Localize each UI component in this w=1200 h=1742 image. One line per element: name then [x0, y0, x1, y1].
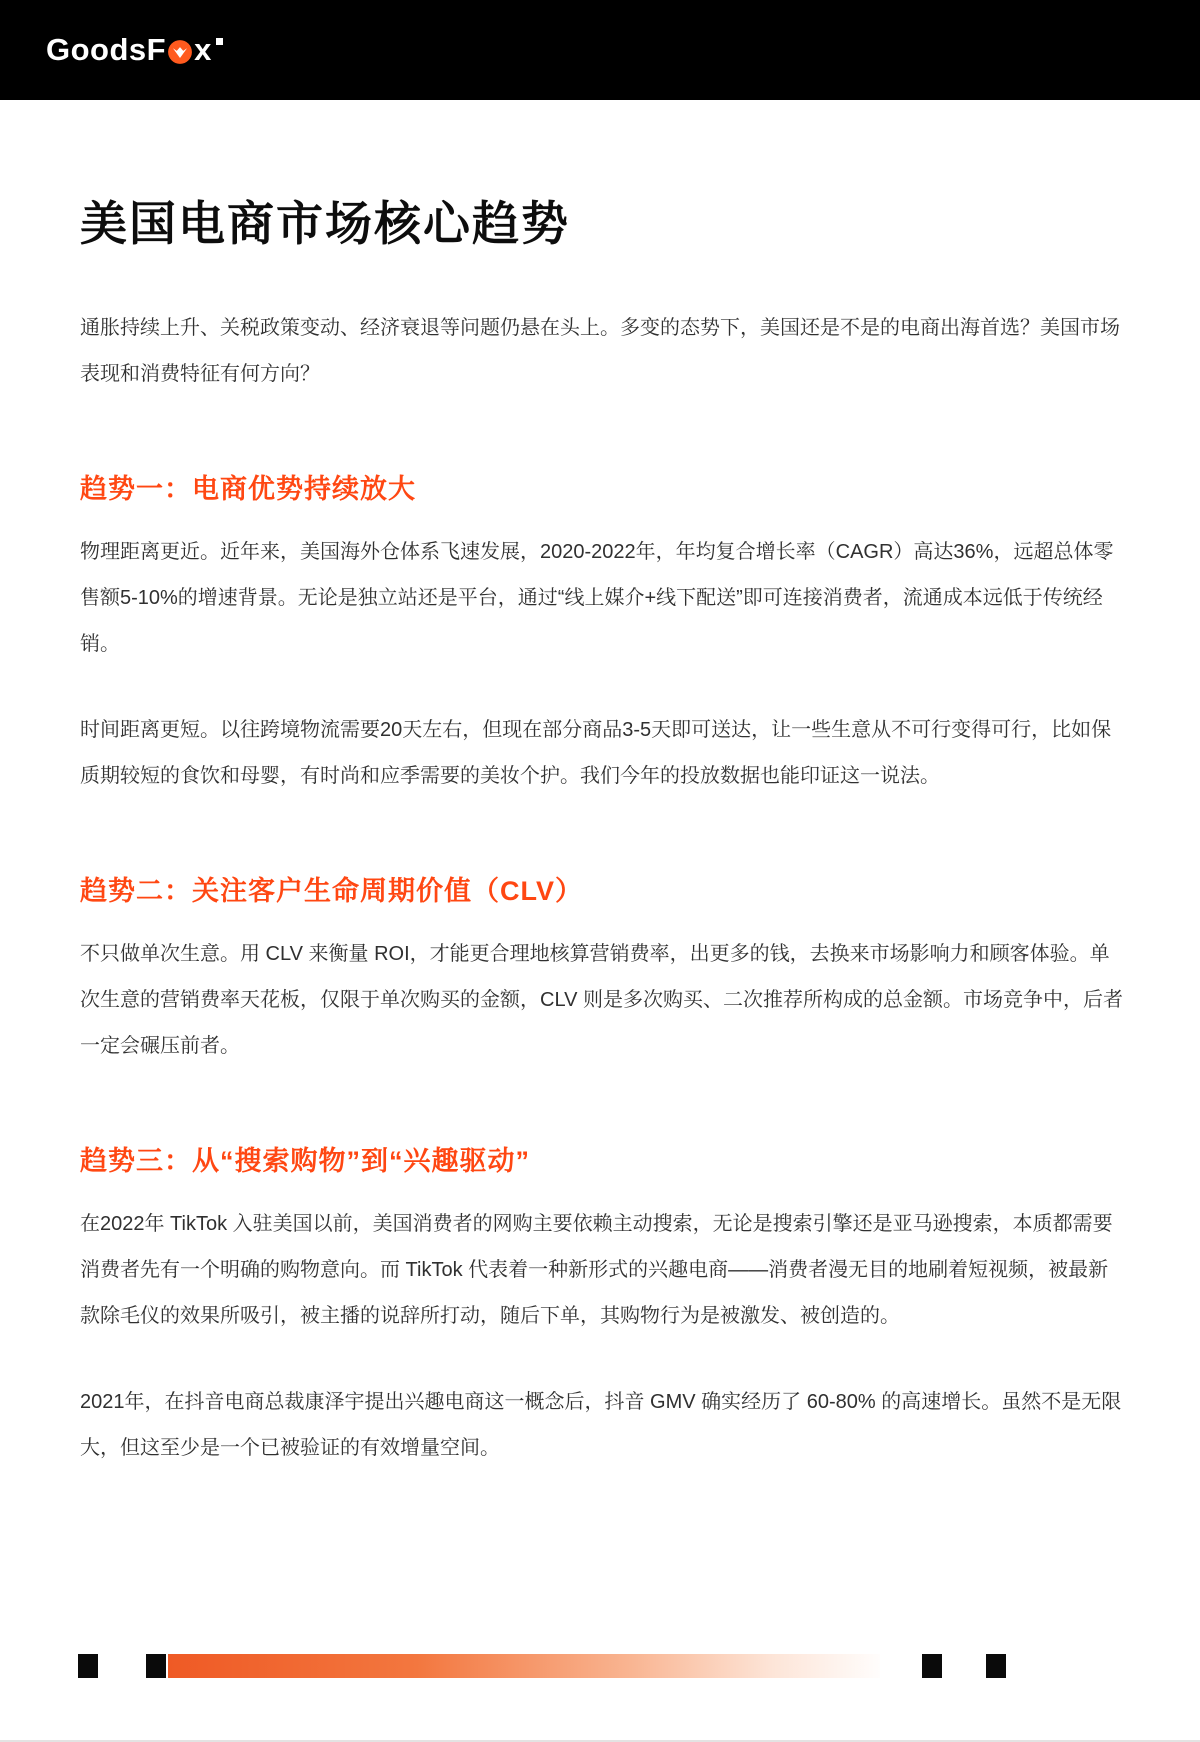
trend-2-heading: 趋势二：关注客户生命周期价值（CLV）	[80, 876, 583, 906]
footer-square	[986, 1654, 1006, 1678]
page-content	[0, 193, 1200, 1471]
section-trend-2	[80, 873, 1126, 1069]
footer-square	[78, 1654, 98, 1678]
header-bar	[0, 0, 1200, 100]
logo-text-part1: GoodsF	[46, 32, 167, 67]
body-paragraph: 不只做单次生意。用 CLV 来衡量 ROI，才能更合理地核算营销费率，出更多的钱，去换来市场影响力和顾客体验。单次生意的营销费率天花板，仅限于单次购买的金额，CLV 则是多次购买、二次推荐所构成的总金额。市场竞争中，后者一定会碾压前者。	[80, 943, 1123, 1057]
section-trend-1	[80, 471, 1126, 799]
body-paragraph: 物理距离更近。近年来，美国海外仓体系飞速发展，2020-2022年，年均复合增长率（CAGR）高达36%，远超总体零售额5-10%的增速背景。无论是独立站还是平台，通过“线上媒介+线下配送”即可连接消费者，流通成本远低于传统经销。	[80, 541, 1114, 655]
page-footer	[0, 1653, 1200, 1679]
fox-icon	[167, 39, 193, 65]
body-paragraph: 时间距离更短。以往跨境物流需要20天左右，但现在部分商品3-5天即可送达，让一些生意从不可行变得可行，比如保质期较短的食饮和母婴，有时尚和应季需要的美妆个护。我们今年的投放数据也能印证这一说法。	[80, 719, 1112, 787]
page-title: 美国电商市场核心趋势	[80, 197, 570, 250]
goodsfox-logo	[46, 32, 223, 68]
footer-gradient-bar	[168, 1654, 880, 1678]
trend-1-heading: 趋势一：电商优势持续放大	[80, 474, 416, 504]
section-trend-3	[80, 1143, 1126, 1471]
footer-square	[146, 1654, 166, 1678]
trend-3-heading: 趋势三：从“搜索购物”到“兴趣驱动”	[80, 1146, 530, 1176]
logo-text-part2: x	[194, 32, 212, 67]
body-paragraph: 2021年，在抖音电商总裁康泽宇提出兴趣电商这一概念后，抖音 GMV 确实经历了 60-80% 的高速增长。虽然不是无限大，但这至少是一个已被验证的有效增量空间。	[80, 1391, 1122, 1459]
body-paragraph: 在2022年 TikTok 入驻美国以前，美国消费者的网购主要依赖主动搜索，无论是搜索引擎还是亚马逊搜索，本质都需要消费者先有一个明确的购物意向。而 TikTok 代表着一种新形式的兴趣电商——消费者漫无目的地刷着短视频，被最新款除毛仪的效果所吸引，被主播的说辞所打动，随后下单，其购物行为是被激发、被创造的。	[80, 1213, 1113, 1327]
footer-square	[922, 1654, 942, 1678]
logo-trademark-square	[216, 38, 223, 45]
intro-paragraph: 通胀持续上升、关税政策变动、经济衰退等问题仍悬在头上。多变的态势下，美国还是不是的电商出海首选？美国市场表现和消费特征有何方向？	[80, 317, 1120, 385]
